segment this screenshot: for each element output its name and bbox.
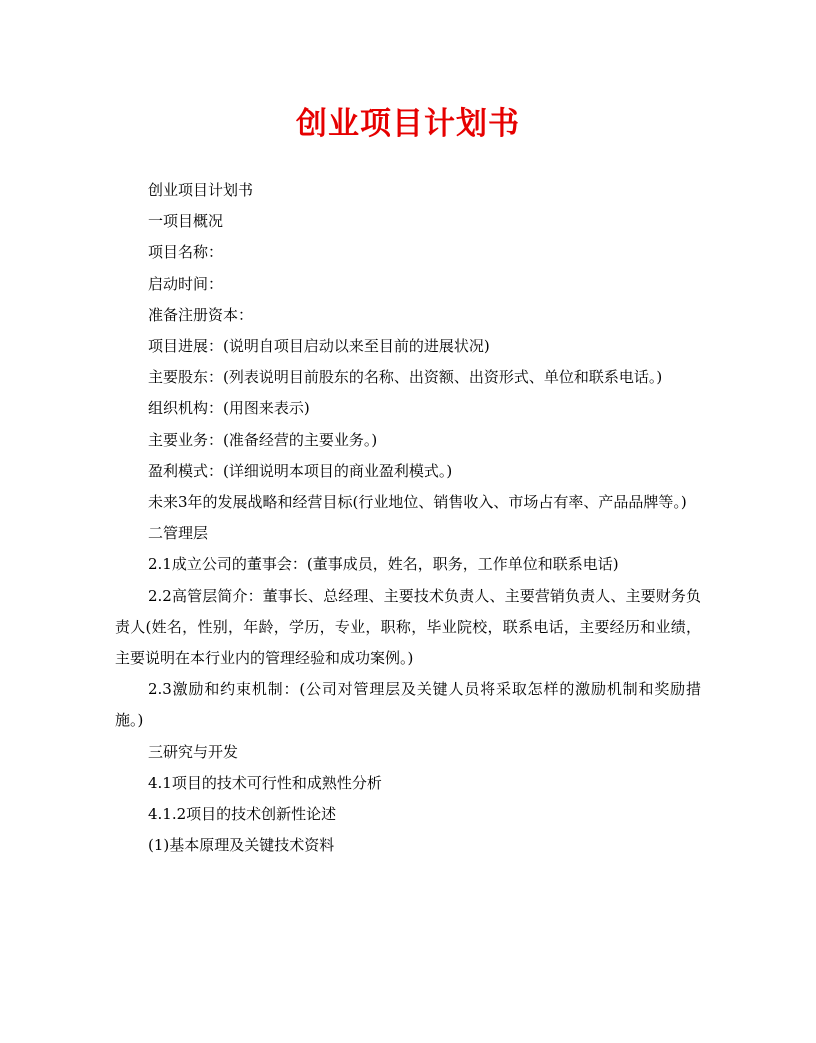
paragraph-strategy-goals: 未来3年的发展战略和经营目标(行业地位、销售收入、市场占有率、产品品牌等。): [148, 493, 687, 512]
paragraph-project-progress: 项目进展：(说明自项目启动以来至目前的进展状况): [148, 337, 490, 356]
paragraph-profit-model: 盈利模式：(详细说明本项目的商业盈利模式。): [148, 461, 453, 480]
paragraph-registered-capital: 准备注册资本：: [148, 305, 254, 324]
paragraph-board: 2.1成立公司的董事会：(董事成员，姓名，职务，工作单位和联系电话): [148, 555, 619, 574]
paragraph-section-2-heading: 二管理层: [148, 524, 209, 543]
paragraph-organization: 组织机构：(用图来表示): [148, 399, 310, 418]
paragraph-section-1-heading: 一项目概况: [148, 212, 224, 231]
paragraph-start-time: 启动时间：: [148, 274, 224, 293]
paragraph-main-shareholders: 主要股东：(列表说明目前股东的名称、出资额、出资形式、单位和联系电话。): [148, 368, 663, 387]
paragraph-innovation: 4.1.2项目的技术创新性论述: [148, 805, 337, 824]
paragraph-basic-principles: (1)基本原理及关键技术资料: [148, 836, 335, 855]
paragraph-doc-heading: 创业项目计划书: [148, 181, 254, 199]
paragraph-project-name: 项目名称：: [148, 243, 224, 262]
paragraph-incentives: 2.3激励和约束机制：(公司对管理层及关键人员将采取怎样的激励机制和奖励措施。): [115, 680, 701, 730]
paragraph-main-business: 主要业务：(准备经营的主要业务。): [148, 430, 378, 449]
paragraph-feasibility: 4.1项目的技术可行性和成熟性分析: [148, 773, 382, 792]
paragraph-section-3-heading: 三研究与开发: [148, 742, 239, 761]
document-title: 创业项目计划书: [296, 106, 520, 142]
paragraph-executives: 2.2高管层简介：董事长、总经理、主要技术负责人、主要营销负责人、主要财务负责人(姓名，性别，年龄，学历，专业，职称，毕业院校，联系电话，主要经历和业绩，主要说明在本行业内的管理经验和成功案例。): [115, 586, 701, 668]
document-body: [115, 175, 701, 861]
